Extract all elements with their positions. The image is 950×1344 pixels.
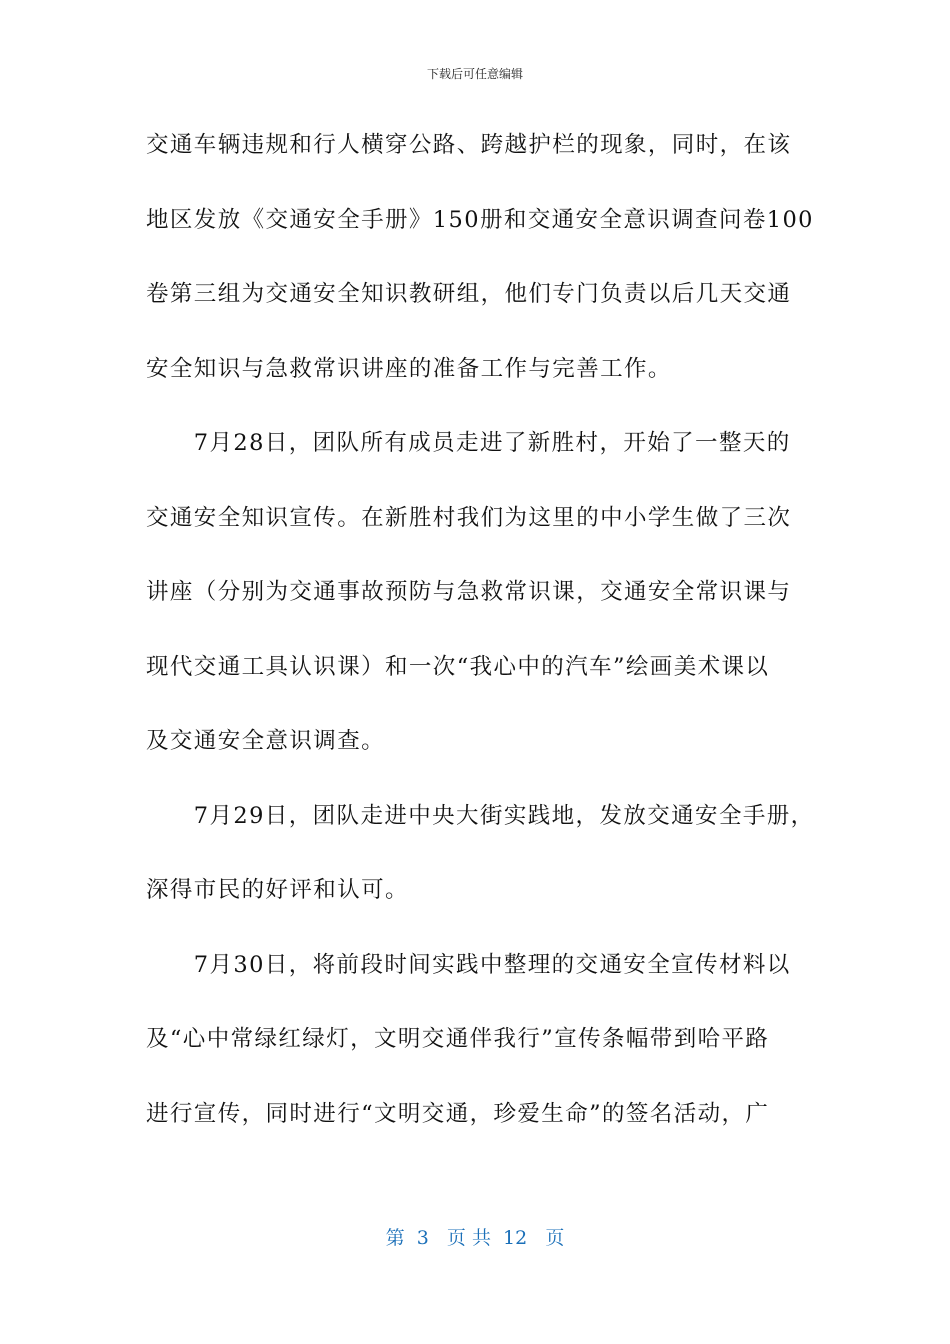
text-line: 7月28日，团队所有成员走进了新胜村，开始了一整天的 — [146, 430, 791, 456]
text-line: 现代交通工具认识课）和一次“我心中的汽车”绘画美术课以 — [146, 653, 770, 680]
text-line: 及“心中常绿红绿灯，文明交通伴我行”宣传条幅带到哈平路 — [146, 1026, 770, 1052]
text-line: 交通安全知识宣传。在新胜村我们为这里的中小学生做了三次 — [146, 504, 792, 531]
document-body — [146, 125, 815, 1168]
text-line: 7月29日，团队走进中央大街实践地，发放交通安全手册， — [146, 802, 815, 829]
text-line: 深得市民的好评和认可。 — [146, 877, 409, 903]
text-line: 卷第三组为交通安全知识教研组，他们专门负责以后几天交通 — [146, 281, 792, 307]
page-header: 下载后可任意编辑 — [426, 67, 523, 81]
page-footer: 第 3 页 共 12 页 — [385, 1227, 565, 1249]
text-line: 7月30日，将前段时间实践中整理的交通安全宣传材料以 — [146, 951, 791, 978]
text-line: 及交通安全意识调查。 — [146, 728, 386, 754]
text-line: 交通车辆违规和行人横穿公路、跨越护栏的现象，同时，在该 — [146, 132, 792, 158]
text-line: 讲座（分别为交通事故预防与急救常识课，交通安全常识课与 — [146, 579, 792, 605]
text-line: 地区发放《交通安全手册》150册和交通安全意识调查问卷100 — [146, 206, 814, 233]
text-line: 安全知识与急救常识讲座的准备工作与完善工作。 — [146, 355, 672, 382]
text-line: 进行宣传，同时进行“文明交通，珍爱生命”的签名活动，广 — [146, 1100, 770, 1127]
